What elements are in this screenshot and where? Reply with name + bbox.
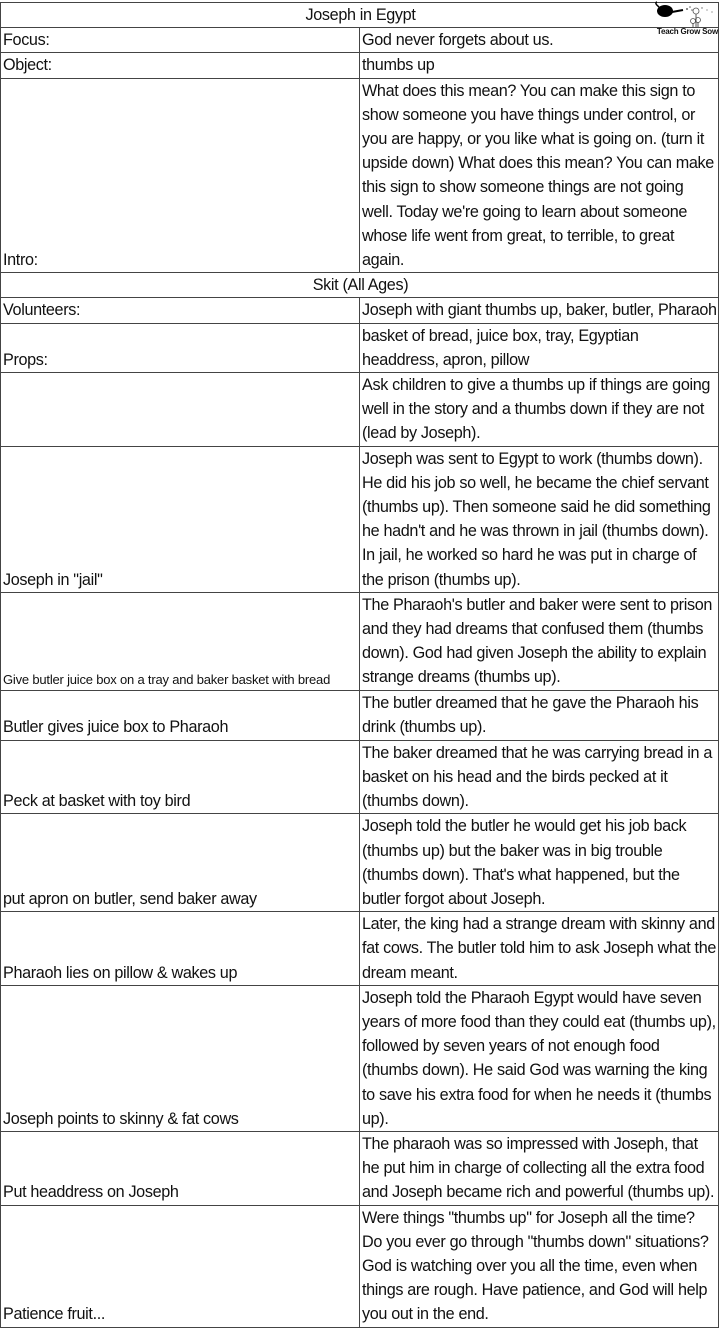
table-row: [1, 298, 719, 323]
table-row: [1, 446, 719, 592]
table-row: [1, 28, 719, 53]
row-label-headdress: Put headdress on Joseph: [1, 1131, 360, 1205]
row-content-jail: Joseph was sent to Egypt to work (thumbs down). He did his job so well, he became the chief servant (thumbs up). Then someone said he did something he hadn't and he was thrown in jail (thumbs down). In jail, he worked so hard he was put in charge of the prison (thumbs up).: [360, 446, 719, 592]
table-row: [1, 814, 719, 912]
row-label-jail: Joseph in "jail": [1, 446, 360, 592]
table-row: [1, 78, 719, 273]
table-row: [1, 1205, 719, 1327]
document-title: Joseph in Egypt: [1, 3, 719, 28]
title-row: [1, 3, 719, 28]
section-header: Skit (All Ages): [1, 273, 719, 298]
table-row: [1, 690, 719, 740]
row-content-props: basket of bread, juice box, tray, Egyptian headdress, apron, pillow: [360, 323, 719, 372]
row-content-intro: What does this mean? You can make this sign to show someone you have things under control, or you are happy, or you like what is going on. (turn it upside down) What does this mean? You can make this sign to show someone things are not going well. Today we're going to learn about someone whose life went from great, to terrible, to great again.: [360, 78, 719, 273]
row-label-butler-gives: Butler gives juice box to Pharaoh: [1, 690, 360, 740]
row-label-cows: Joseph points to skinny & fat cows: [1, 985, 360, 1131]
row-content-butler-baker: The Pharaoh's butler and baker were sent to prison and they had dreams that confused them (thumbs down). God had given Joseph the ability to explain strange dreams (thumbs up).: [360, 592, 719, 690]
section-header-row: [1, 273, 719, 298]
row-content-instructions: Ask children to give a thumbs up if things are going well in the story and a thumbs down if they are not (lead by Joseph).: [360, 373, 719, 447]
row-content-object: thumbs up: [360, 53, 719, 78]
row-content-cows: Joseph told the Pharaoh Egypt would have seven years of more food than they could eat (thumbs up), followed by seven years of not enough food (thumbs down). He said God was warning the king to save his extra food for when he needs it (thumbs up).: [360, 985, 719, 1131]
row-content-pillow: Later, the king had a strange dream with skinny and fat cows. The butler told him to ask Joseph what the dream meant.: [360, 912, 719, 986]
row-label-intro: Intro:: [1, 78, 360, 273]
row-label-apron: put apron on butler, send baker away: [1, 814, 360, 912]
row-label-instructions: [1, 373, 360, 447]
row-content-apron: Joseph told the butler he would get his job back (thumbs up) but the baker was in big trouble (thumbs down). That's what happened, but the butler forgot about Joseph.: [360, 814, 719, 912]
row-label-props: Props:: [1, 323, 360, 372]
lesson-sheet: [0, 2, 719, 1328]
row-content-peck: The baker dreamed that he was carrying bread in a basket on his head and the birds pecked at it (thumbs down).: [360, 740, 719, 814]
row-label-volunteers: Volunteers:: [1, 298, 360, 323]
row-label-object: Object:: [1, 53, 360, 78]
row-label-peck: Peck at basket with toy bird: [1, 740, 360, 814]
table-row: [1, 1131, 719, 1205]
table-row: [1, 323, 719, 372]
row-content-volunteers: Joseph with giant thumbs up, baker, butler, Pharaoh: [360, 298, 719, 323]
row-label-pillow: Pharaoh lies on pillow & wakes up: [1, 912, 360, 986]
table-row: [1, 985, 719, 1131]
row-content-headdress: The pharaoh was so impressed with Joseph, that he put him in charge of collecting all the extra food and Joseph became rich and powerful (thumbs up).: [360, 1131, 719, 1205]
row-label-butler-baker: Give butler juice box on a tray and baker basket with bread: [1, 592, 360, 690]
row-content-focus: God never forgets about us.: [360, 28, 719, 53]
table-row: [1, 373, 719, 447]
lesson-table: [0, 2, 719, 1328]
table-row: [1, 740, 719, 814]
table-row: [1, 53, 719, 78]
row-content-patience: Were things "thumbs up" for Joseph all the time? Do you ever go through "thumbs down" situations? God is watching over you all the time, even when things are rough. Have patience, and God will help you out in the end.: [360, 1205, 719, 1327]
row-content-butler-gives: The butler dreamed that he gave the Pharaoh his drink (thumbs up).: [360, 690, 719, 740]
row-label-focus: Focus:: [1, 28, 360, 53]
table-row: [1, 592, 719, 690]
row-label-patience: Patience fruit...: [1, 1205, 360, 1327]
logo-text: Teach Grow Sow: [656, 27, 718, 36]
table-row: [1, 912, 719, 986]
